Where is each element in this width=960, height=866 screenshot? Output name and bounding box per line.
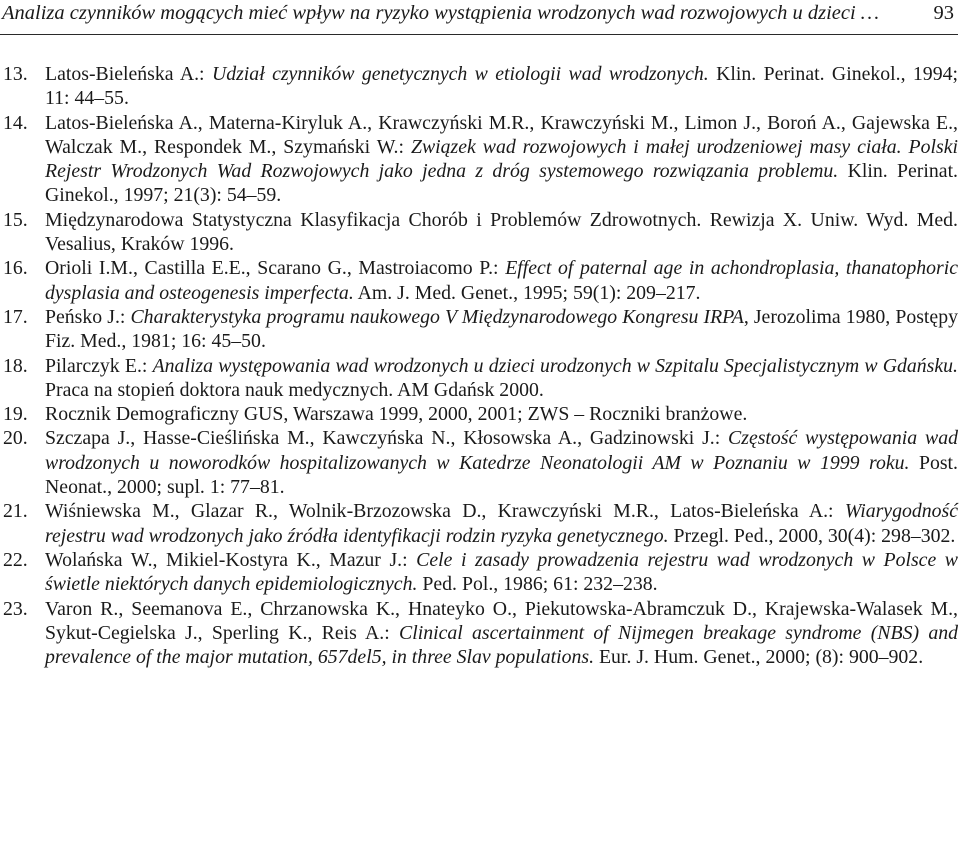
reference-text (45, 548, 958, 597)
reference-segment: Rocznik Demograficzny GUS, Warszawa 1999, 2000, 2001; ZWS – Roczniki branżowe. (45, 403, 748, 426)
reference-number: 22. (3, 548, 28, 571)
reference-segment: Post. Neonat., 2000; supl. 1: 77–81. (45, 451, 958, 499)
reference-text (45, 208, 958, 257)
reference-item (0, 256, 958, 305)
reference-number: 20. (3, 427, 28, 450)
reference-segment: Praca na stopień doktora nauk medycznych. AM Gdańsk 2000. (45, 378, 544, 401)
reference-segment: Orioli I.M., Castilla E.E., Scarano G., Mastroiacomo P.: (45, 257, 506, 280)
reference-list (0, 62, 958, 669)
reference-number: 16. (3, 257, 28, 280)
reference-segment: Am. J. Med. Genet., 1995; 59(1): 209–217. (353, 281, 701, 304)
reference-number: 21. (3, 500, 28, 523)
reference-segment: Szczapa J., Hasse-Cieślińska M., Kawczyńska N., Kłosowska A., Gadzinowski J.: (45, 427, 729, 450)
reference-text (45, 62, 958, 111)
reference-title: Charakterystyka programu naukowego V Międzynarodowego Kongresu IRPA (130, 305, 744, 328)
reference-text (45, 597, 958, 670)
reference-item (0, 62, 958, 111)
page-number: 93 (933, 2, 954, 24)
reference-item (0, 305, 958, 354)
reference-title: Udział czynników genetycznych w etiologii wad wrodzonych. (211, 63, 709, 85)
reference-number: 13. (3, 63, 28, 85)
reference-item (0, 354, 958, 403)
reference-number: 14. (3, 111, 28, 134)
reference-title: Effect of paternal age in achondroplasia, thanatophoric dysplasia and osteogenesis imperfecta. (45, 257, 959, 304)
reference-text (45, 402, 958, 426)
reference-text (45, 426, 958, 499)
reference-text (45, 256, 958, 305)
reference-segment: Latos-Bieleńska A.: (45, 63, 212, 85)
reference-item (0, 208, 958, 257)
running-header (0, 0, 958, 35)
reference-segment: Wiśniewska M., Glazar R., Wolnik-Brzozowska D., Krawczyński M.R., Latos-Bieleńska A.: (45, 500, 845, 523)
reference-title: Clinical ascertainment of Nijmegen breakage syndrome (NBS) and prevalence of the major mutation, 657del5, in three Slav populations. (45, 621, 958, 669)
reference-segment: Klin. Perinat. Ginekol., 1997; 21(3): 54–59. (45, 160, 959, 207)
reference-number: 17. (3, 305, 28, 328)
reference-segment: Varon R., Seemanova E., Chrzanowska K., Hnateyko O., Piekutowska-Abramczuk D., Krajewska-Walasek M., Sykut-Cegielska J., Sperling K., Reis A.: (45, 597, 958, 644)
reference-title: Związek wad rozwojowych i małej urodzeniowej masy ciała. Polski Rejestr Wrodzonych Wad Rozwojowych jako jedna z dróg systemowego rozwiązania problemu. (45, 135, 958, 183)
reference-title: Cele i zasady prowadzenia rejestru wad wrodzonych w Polsce w świetle niektórych danych epidemiologicznych. (45, 548, 958, 596)
reference-number: 18. (3, 354, 28, 377)
reference-segment: Przegl. Ped., 2000, 30(4): 298–302. (668, 524, 956, 547)
reference-segment: Eur. J. Hum. Genet., 2000; (8): 900–902. (594, 646, 924, 669)
reference-title: Analiza występowania wad wrodzonych u dzieci urodzonych w Szpitalu Specjalistycznym w Gdańsku. (152, 354, 958, 377)
reference-item (0, 111, 958, 208)
reference-number: 23. (3, 597, 28, 620)
header-title: Analiza czynników mogących mieć wpływ na ryzyko wystąpienia wrodzonych wad rozwojowych u dzieci … (2, 2, 880, 24)
reference-item (0, 499, 958, 548)
reference-segment: Wolańska W., Mikiel-Kostyra K., Mazur J.: (45, 548, 417, 571)
reference-text (45, 354, 958, 403)
reference-number: 19. (3, 403, 28, 426)
reference-segment: Pilarczyk E.: (45, 354, 153, 377)
reference-text (45, 111, 958, 208)
reference-item (0, 597, 958, 670)
reference-segment: Ped. Pol., 1986; 61: 232–238. (417, 573, 658, 596)
reference-item (0, 402, 958, 426)
reference-segment: Peńsko J.: (45, 305, 131, 328)
reference-item (0, 548, 958, 597)
reference-item (0, 426, 958, 499)
reference-text (45, 305, 958, 354)
reference-segment: Latos-Bieleńska A., Materna-Kiryluk A., Krawczyński M.R., Krawczyński M., Limon J., Boroń A., Gajewska E., Walczak M., Respondek M., Szymański W.: (45, 111, 958, 158)
reference-number: 15. (3, 208, 28, 231)
reference-segment: , Jerozolima 1980, Postępy Fiz. Med., 1981; 16: 45–50. (45, 305, 958, 353)
reference-segment: Klin. Perinat. Ginekol., 1994; 11: 44–55. (45, 63, 958, 110)
reference-title: Wiarygodność rejestru wad wrodzonych jako źródła identyfikacji rodzin ryzyka genetycznego. (45, 500, 958, 547)
reference-title: Częstość występowania wad wrodzonych u noworodków hospitalizowanych w Katedrze Neonatologii AM w Poznaniu w 1999 roku. (45, 427, 958, 474)
reference-text (45, 499, 958, 548)
reference-segment: Międzynarodowa Statystyczna Klasyfikacja Chorób i Problemów Zdrowotnych. Rewizja X. Uniw. Wyd. Med. Vesalius, Kraków 1996. (45, 208, 958, 256)
